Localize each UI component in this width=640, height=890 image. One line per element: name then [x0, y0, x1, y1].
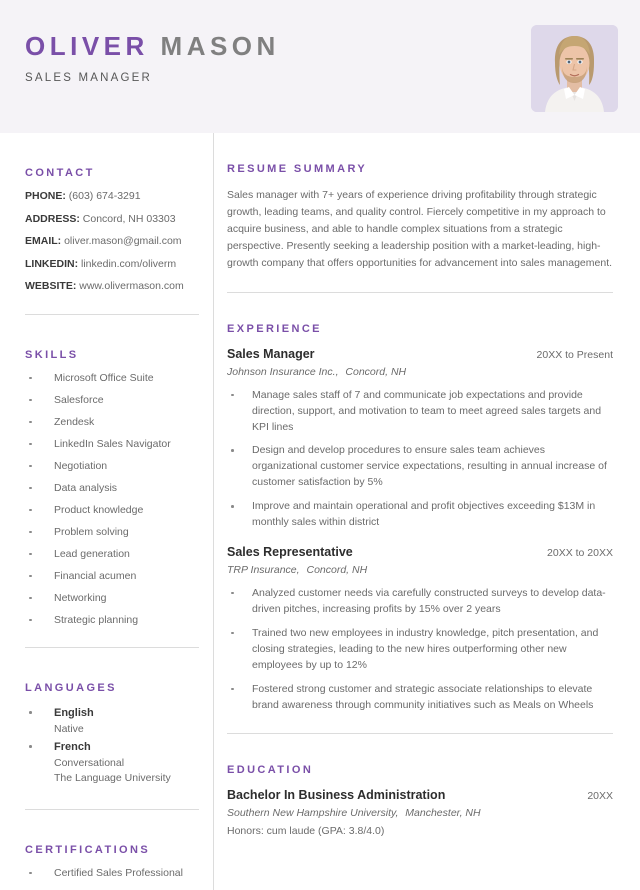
education-school-location [227, 807, 613, 820]
contact-row-email [25, 236, 199, 247]
skills-list [25, 373, 199, 626]
list-item: Data analysis [25, 483, 199, 494]
education-entry [227, 788, 613, 838]
experience-entry [227, 545, 613, 713]
education-date: 20XX [587, 790, 613, 803]
resume-body [0, 133, 640, 879]
list-item [25, 706, 199, 737]
summary-text: Sales manager with 7+ years of experience driving profitability through strategic growth, leading teams, and quality control. Fiercely competitive in my approach to acquire business, and able to handle complex situations from a strategic perspective. Presently seeking a leadership position with a market-leading, high-growth company that offers opportunities for advancement into sales management. [227, 189, 613, 269]
list-item: Trained two new employees in industry knowledge, pitch presentation, and closing strategies, leading to the new hires outperforming other new employees by up to 12% [227, 626, 613, 674]
certifications-section-title: CERTIFICATIONS [25, 843, 151, 856]
contact-section-title: CONTACT [25, 167, 95, 179]
contact-list [25, 191, 199, 292]
languages-section-title: LANGUAGES [25, 682, 117, 694]
education-school: Southern New Hampshire University, [227, 807, 399, 820]
contact-label-website: WEBSITE: [25, 280, 77, 292]
certifications-section [25, 844, 199, 879]
list-item: Analyzed customer needs via carefully constructed surveys to develop data-driven pitches, increasing profits by 15% over 2 years [227, 586, 613, 618]
education-section-title: EDUCATION [227, 764, 314, 777]
sidebar-divider-3 [25, 809, 199, 810]
languages-section [25, 682, 199, 787]
contact-row-linkedin [25, 259, 199, 270]
list-item: Problem solving [25, 527, 199, 538]
experience-entry [227, 347, 613, 531]
resume-header [0, 0, 640, 133]
contact-label-phone: PHONE: [25, 190, 66, 202]
experience-entry-header [227, 545, 613, 560]
sidebar-divider-1 [25, 314, 199, 315]
list-item: Product knowledge [25, 505, 199, 516]
summary-section-title: RESUME SUMMARY [227, 163, 368, 175]
candidate-job-title: SALES MANAGER [25, 72, 153, 85]
summary-section [227, 163, 613, 272]
main-divider-1 [227, 292, 613, 293]
list-item: Fostered strong customer and strategic associate relationships to elevate brand awareness through community initiatives such as Meals on Wheels [227, 682, 613, 714]
contact-value-address: Concord, NH 03303 [82, 212, 176, 225]
experience-company: Johnson Insurance Inc., [227, 366, 339, 378]
list-item: Manage sales staff of 7 and communicate job expectations and provide direction, support, and motivation to team to meet agreed sales targets and KPI lines [227, 388, 613, 436]
experience-company: TRP Insurance, [227, 564, 300, 577]
candidate-name [25, 33, 280, 60]
skills-section-title: SKILLS [25, 348, 79, 361]
experience-location: Concord, NH [306, 564, 368, 577]
list-item: Strategic planning [25, 615, 199, 626]
education-section [227, 764, 613, 838]
experience-bullets [227, 586, 613, 714]
education-degree: Bachelor In Business Administration [227, 788, 446, 803]
list-item: Financial acumen [25, 571, 199, 582]
skills-section [25, 349, 199, 626]
contact-value-phone: (603) 674-3291 [68, 190, 141, 202]
list-item [25, 740, 199, 786]
list-item: Microsoft Office Suite [25, 373, 199, 384]
list-item: Design and develop procedures to ensure sales team achieves organizational customer service expectations, resulting in annual increase of customer satisfaction by 5% [227, 443, 613, 491]
contact-row-address [25, 214, 199, 225]
experience-company-location [227, 564, 613, 577]
contact-label-linkedin: LINKEDIN: [25, 257, 79, 270]
list-item: Improve and maintain operational and profit objectives exceeding $13M in monthly sales within district [227, 499, 613, 531]
first-name: OLIVER [25, 31, 149, 61]
contact-value-website[interactable]: www.olivermason.com [79, 280, 184, 292]
list-item: Networking [25, 593, 199, 604]
experience-date: 20XX to 20XX [547, 547, 613, 560]
list-item: Negotiation [25, 461, 199, 472]
list-item: LinkedIn Sales Navigator [25, 439, 199, 450]
main-divider-2 [227, 733, 613, 734]
education-location: Manchester, NH [405, 807, 481, 820]
language-institution: The Language University [54, 772, 171, 785]
main-content [214, 133, 640, 839]
header-text-block [25, 33, 280, 84]
portrait-photo-icon [531, 25, 618, 112]
list-item: Salesforce [25, 395, 199, 406]
experience-location: Concord, NH [345, 366, 407, 378]
contact-label-email: EMAIL: [25, 235, 62, 247]
experience-section [227, 323, 613, 713]
education-entry-header [227, 788, 613, 803]
contact-value-linkedin[interactable]: linkedin.com/oliverm [81, 257, 177, 270]
experience-bullets [227, 388, 613, 532]
language-level: Conversational [54, 757, 125, 770]
list-item: Certified Sales Professional [25, 868, 199, 879]
avatar [531, 25, 618, 112]
last-name: MASON [160, 31, 280, 61]
contact-row-phone [25, 191, 199, 202]
language-level: Native [54, 722, 84, 735]
list-item: Zendesk [25, 417, 199, 428]
contact-value-email[interactable]: oliver.mason@gmail.com [64, 235, 182, 247]
contact-section [25, 167, 199, 292]
experience-company-location [227, 366, 613, 379]
language-name: French [54, 741, 91, 754]
sidebar-divider-2 [25, 647, 199, 648]
languages-list [25, 706, 199, 787]
experience-role: Sales Representative [227, 545, 353, 560]
experience-role: Sales Manager [227, 347, 315, 361]
certifications-list [25, 868, 199, 879]
experience-date: 20XX to Present [536, 349, 613, 361]
language-name: English [54, 707, 94, 719]
education-honors: Honors: cum laude (GPA: 3.8/4.0) [227, 825, 385, 838]
contact-label-address: ADDRESS: [25, 212, 80, 225]
list-item: Lead generation [25, 549, 199, 560]
contact-row-website [25, 281, 199, 292]
sidebar [0, 133, 214, 890]
experience-section-title: EXPERIENCE [227, 323, 322, 335]
experience-entry-header [227, 347, 613, 362]
